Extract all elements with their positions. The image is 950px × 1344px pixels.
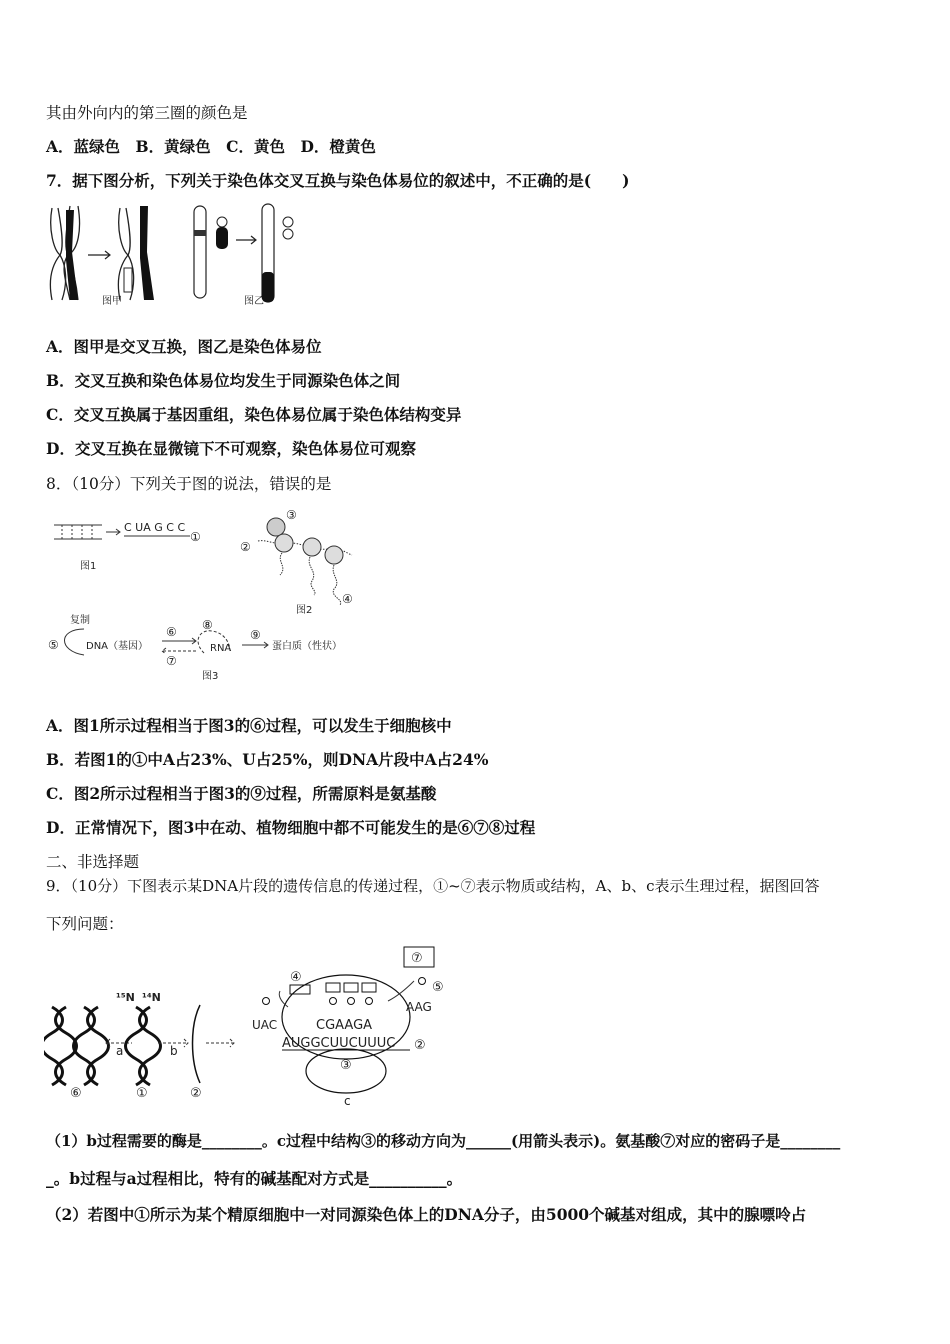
fig3-m9: ⑨ — [250, 628, 261, 642]
ribosome-2 — [275, 534, 293, 552]
label-aag: AAG — [406, 1000, 432, 1014]
ribosome-3 — [303, 538, 321, 556]
translation-arrow — [242, 642, 268, 648]
q8-option-d: D．正常情况下，图3中在动、植物细胞中都不可能发生的是⑥⑦⑧过程 — [46, 818, 536, 837]
q7-option-a: A．图甲是交叉互换，图乙是染色体易位 — [46, 337, 322, 356]
mrna-curve — [193, 1005, 201, 1083]
label-n15: ¹⁵N — [116, 991, 135, 1004]
label-mrna: AUGGCUUCUUUC — [282, 1036, 396, 1051]
label-2-left: ② — [190, 1086, 202, 1101]
fig3-m5: ⑤ — [48, 638, 59, 652]
centromere-mark — [194, 230, 206, 236]
chromosome-dark-arm — [66, 210, 78, 300]
q9-sub2-line1: （2）若图中①所示为某个精原细胞中一对同源染色体上的DNA分子，由5000个碱基对组成，其中的腺嘌呤占 — [46, 1205, 807, 1224]
fig3-m7: ⑦ — [166, 654, 177, 668]
chromosome-small-after — [283, 217, 293, 227]
q7-figure — [44, 200, 314, 312]
label-2-right: ② — [414, 1038, 426, 1053]
trna-exit-arrow — [279, 991, 288, 1007]
q7-option-c: C．交叉互换属于基因重组，染色体易位属于染色体结构变异 — [46, 405, 462, 424]
fig2-m3: ③ — [286, 508, 297, 522]
fig3-protein: 蛋白质（性状） — [272, 641, 342, 652]
q7-stem: 7．据下图分析，下列关于染色体交叉互换与染色体易位的叙述中，不正确的是( ) — [46, 171, 630, 190]
trna-enter-arrow — [388, 981, 414, 1001]
replication-loop — [65, 629, 85, 655]
fig1-mark: ① — [190, 530, 201, 544]
arrow-icon — [88, 251, 110, 259]
fig2-m4: ④ — [342, 592, 353, 606]
q9-stem-line1: 9．（10分）下图表示某DNA片段的遗传信息的传递过程，①~⑦表示物质或结构，A、b、c表示生理过程，据图回答 — [46, 877, 820, 895]
label-1: ① — [136, 1086, 148, 1101]
q8-option-c: C．图2所示过程相当于图3的⑨过程，所需原料是氨基酸 — [46, 784, 437, 803]
chromosome-small — [216, 227, 228, 249]
fig3-label: 图3 — [202, 671, 219, 682]
fig3-m8: ⑧ — [202, 618, 213, 632]
fig3-rna: RNA — [210, 643, 232, 654]
fig1-seq: C UA G C C — [124, 521, 186, 534]
label-4: ④ — [290, 970, 302, 985]
dna-helix-1 — [126, 1007, 161, 1085]
chromosome-long — [194, 206, 206, 298]
q9-stem-line2: 下列问题： — [46, 915, 124, 933]
chromosome-small-top — [217, 217, 227, 227]
label-c: c — [344, 1094, 351, 1108]
label-7: ⑦ — [411, 951, 423, 966]
label-uac: UAC — [252, 1018, 278, 1032]
label-6: ⑥ — [70, 1086, 82, 1101]
q7-option-b: B．交叉互换和染色体易位均发生于同源染色体之间 — [46, 371, 401, 390]
label-3: ③ — [340, 1058, 352, 1073]
arrow-icon — [206, 1039, 234, 1047]
arrow-icon — [106, 529, 120, 535]
fig3-replication: 复制 — [70, 615, 90, 626]
q8-stem: 8．（10分）下列关于图的说法，错误的是 — [46, 475, 332, 493]
fig-a-label: 图甲 — [102, 296, 122, 307]
q8-option-b: B．若图1的①中A占23%、U占25%，则DNA片段中A占24% — [46, 750, 489, 769]
q6-stem-end: 其由外向内的第三圈的颜色是 — [46, 104, 248, 122]
dna-double-strand — [54, 525, 102, 539]
q8-figure — [44, 505, 364, 685]
label-b: b — [170, 1044, 178, 1058]
ribosome-4 — [325, 546, 343, 564]
fig2-m2: ② — [240, 540, 251, 554]
q8-option-a: A．图1所示过程相当于图3的⑥过程，可以发生于细胞核中 — [46, 716, 452, 735]
arrow-icon — [236, 236, 256, 244]
chromosome-small-after-b — [283, 229, 293, 239]
q9-sub1-line2: _。b过程与a过程相比，特有的碱基配对方式是__________。 — [46, 1169, 463, 1188]
label-cgaaga: CGAAGA — [316, 1018, 373, 1033]
ribosome-1 — [267, 518, 285, 536]
label-5: ⑤ — [432, 980, 444, 995]
q9-figure — [44, 945, 464, 1110]
label-n14: ¹⁴N — [142, 991, 161, 1004]
q7-option-d: D．交叉互换在显微镜下不可观察，染色体易位可观察 — [46, 439, 416, 458]
label-a: a — [116, 1044, 124, 1058]
dna-helix-6 — [44, 1007, 109, 1085]
q6-options: A．蓝绿色 B．黄绿色 C．黄色 D．橙黄色 — [46, 137, 376, 156]
fig1-label: 图1 — [80, 561, 97, 572]
fig3-m6: ⑥ — [166, 625, 177, 639]
fig-b-label: 图乙 — [244, 296, 264, 307]
chromosome-light-segment — [124, 268, 132, 292]
chromosome-dark-after — [140, 206, 154, 300]
section-title: 二、非选择题 — [46, 853, 140, 871]
q9-sub1-line1: （1）b过程需要的酶是________。c过程中结构③的移动方向为______(用箭头表示)。氨基酸⑦对应的密码子是________ — [46, 1132, 841, 1150]
fig3-dna: DNA（基因） — [86, 641, 149, 652]
fig2-label: 图2 — [296, 605, 313, 616]
